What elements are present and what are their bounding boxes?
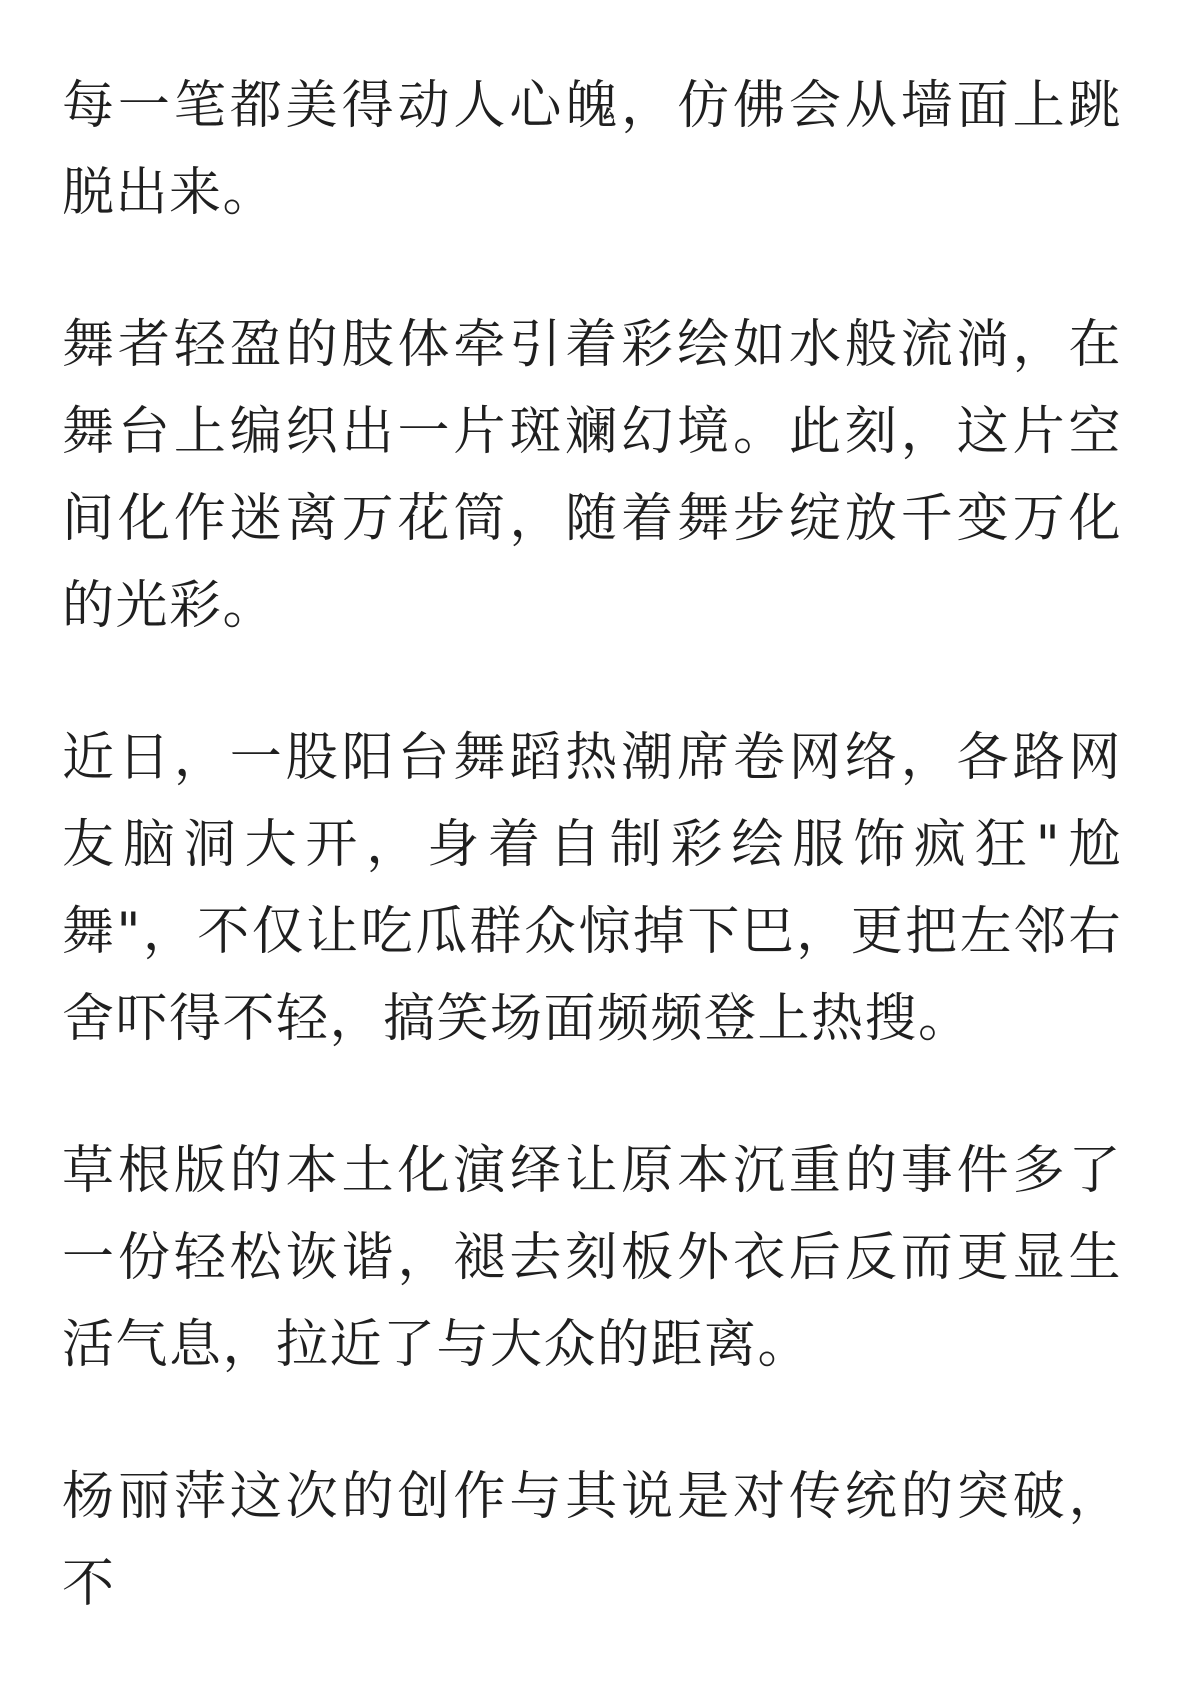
paragraph-4: 草根版的本土化演绎让原本沉重的事件多了一份轻松诙谐，褪去刻板外衣后反而更显生活气息，拉近了与大众的距离。 <box>62 1141 1122 1375</box>
article-body <box>62 63 1122 1693</box>
paragraph-3: 近日，一股阳台舞蹈热潮席卷网络，各路网友脑洞大开，身着自制彩绘服饰疯狂"尬舞"，不仅让吃瓜群众惊掉下巴，更把左邻右舍吓得不轻，搞笑场面频频登上热搜。 <box>62 728 1122 1049</box>
paragraph-2: 舞者轻盈的肢体牵引着彩绘如水般流淌，在舞台上编织出一片斑斓幻境。此刻，这片空间化作迷离万花筒，随着舞步绽放千变万化的光彩。 <box>62 315 1122 636</box>
paragraph-1: 每一笔都美得动人心魄，仿佛会从墙面上跳脱出来。 <box>62 76 1122 223</box>
paragraph-5: 杨丽萍这次的创作与其说是对传统的突破，不 <box>62 1467 1122 1614</box>
